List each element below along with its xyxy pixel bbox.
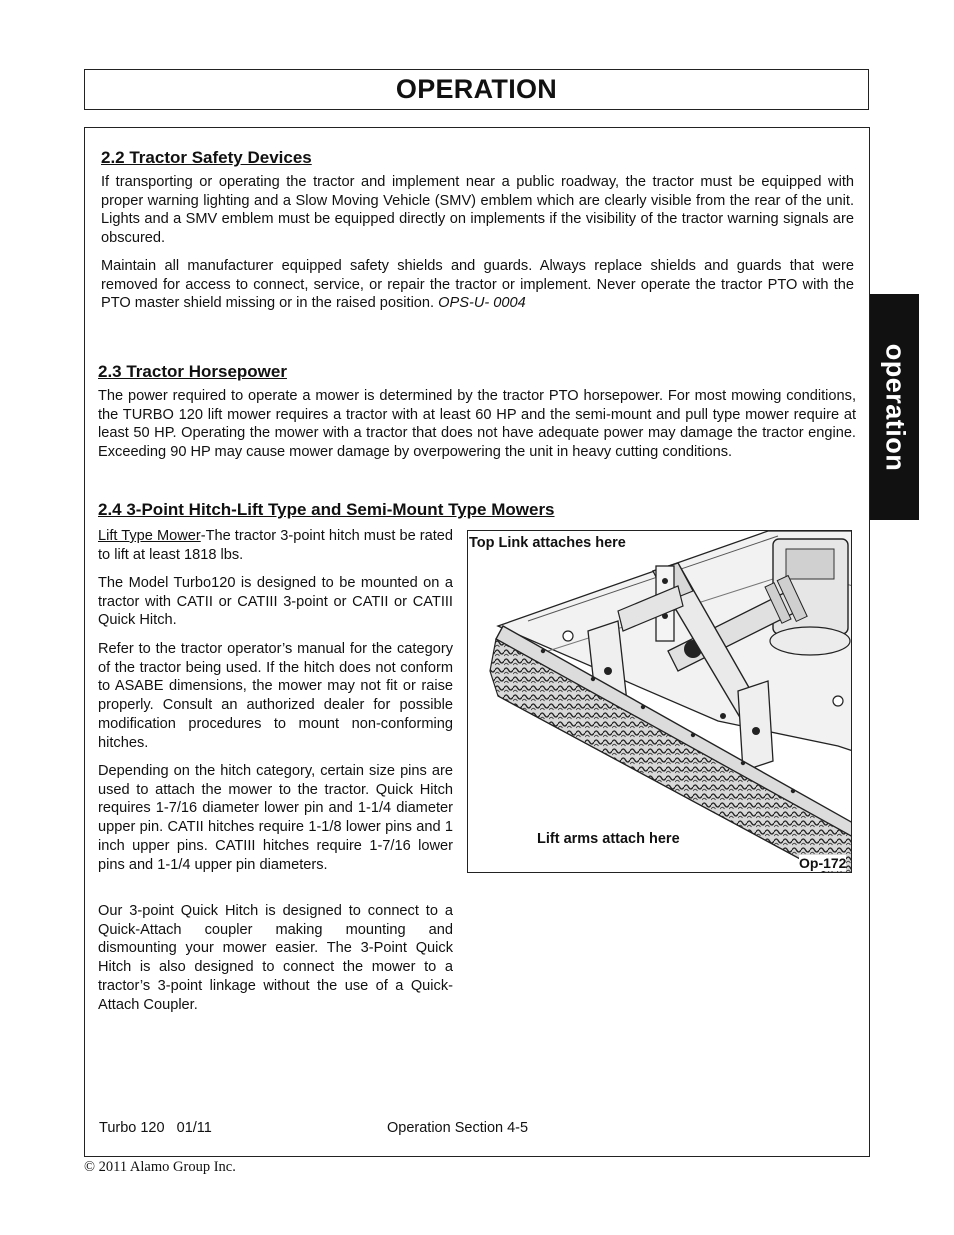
figure-code: Op-172: [799, 855, 847, 871]
paragraph-hitch-pins: Depending on the hitch category, certain size pins are used to attach the mower to the tractor. Quick Hitch requires 1-7/16 diameter lower pin and 1-1/4 diameter upper pin. CATII hitches require 1-1/8 lower pins and 1 inch upper pins. CATIII hitches require 1-7/16 lower pins and 1-1/4 upper pin diameters.: [98, 763, 453, 873]
mower-hitch-figure: [467, 530, 852, 873]
page-header: [84, 69, 869, 110]
footer-model-date: Turbo 120 01/11: [99, 1120, 212, 1136]
section-heading-2-4: 2.4 3-Point Hitch-Lift Type and Semi-Mount Type Mowers: [98, 500, 555, 519]
lift-type-term: Lift Type Mower: [98, 528, 201, 544]
paragraph-safety-lighting: If transporting or operating the tractor and implement near a public roadway, the tractor must be equipped with proper warning lighting and a Slow Moving Vehicle (SMV) emblem which are clearly visible from the rear of the unit. Lights and a SMV emblem must be equipped directly on implements if the visibility of the tractor warning signals are obscured.: [101, 174, 854, 247]
label-lift-arms: Lift arms attach here: [537, 831, 680, 847]
section-side-tab: [870, 294, 919, 520]
paragraph-model-mounting: The Model Turbo120 is designed to be mounted on a tractor with CATII or CATIII 3-point or CATII or CATIII Quick Hitch.: [98, 575, 453, 629]
lift-type-text: -The tractor 3-point hitch must be rated to lift at least 1818 lbs.: [98, 528, 454, 563]
footer-page-number: Operation Section 4-5: [387, 1120, 529, 1136]
paragraph-horsepower: The power required to operate a mower is determined by the tractor PTO horsepower. For most mowing conditions, the TURBO 120 lift mower requires a tractor with at least 60 HP and the semi-mount and pull type mower require at least 50 HP. Operating the mower with a tractor that does not have adequate power may damage the tractor engine. Exceeding 90 HP may cause mower damage by overpowering the unit in heavy cutting conditions.: [98, 388, 856, 461]
mower-illustration: [468, 531, 852, 873]
paragraph-lift-type: [98, 527, 453, 564]
side-tab-label: operation: [880, 343, 911, 471]
paragraph-safety-shields-text: Maintain all manufacturer equipped safety shields and guards. Always replace shields and guards that were removed for access to connect, service, or repair the tractor or implement. Never operate the tractor PTO with the PTO master shield missing or in the raised position.: [101, 258, 854, 312]
copyright-notice: © 2011 Alamo Group Inc.: [84, 1159, 236, 1175]
section-heading-2-3: 2.3 Tractor Horsepower: [98, 362, 287, 381]
reference-code: OPS-U- 0004: [438, 295, 526, 312]
section-heading-2-2: 2.2 Tractor Safety Devices: [101, 148, 312, 167]
paragraph-quick-hitch: Our 3-point Quick Hitch is designed to connect to a Quick-Attach coupler making mounting and dismounting your mower easier. The 3-Point Quick Hitch is also designed to connect the mower to a tractor’s 3-point linkage without the use of a Quick-Attach Coupler.: [98, 903, 453, 1013]
page-title: OPERATION: [395, 74, 558, 104]
paragraph-hitch-category: Refer to the tractor operator’s manual for the category of the tractor being used. If the hitch does not conform to ASABE dimensions, the mower may not fit or raise properly. Consult an authorized dealer for possible modification procedures to mount non-conforming hitches.: [98, 641, 453, 751]
paragraph-safety-shields: [101, 257, 854, 313]
label-top-link: Top Link attaches here: [469, 535, 626, 551]
